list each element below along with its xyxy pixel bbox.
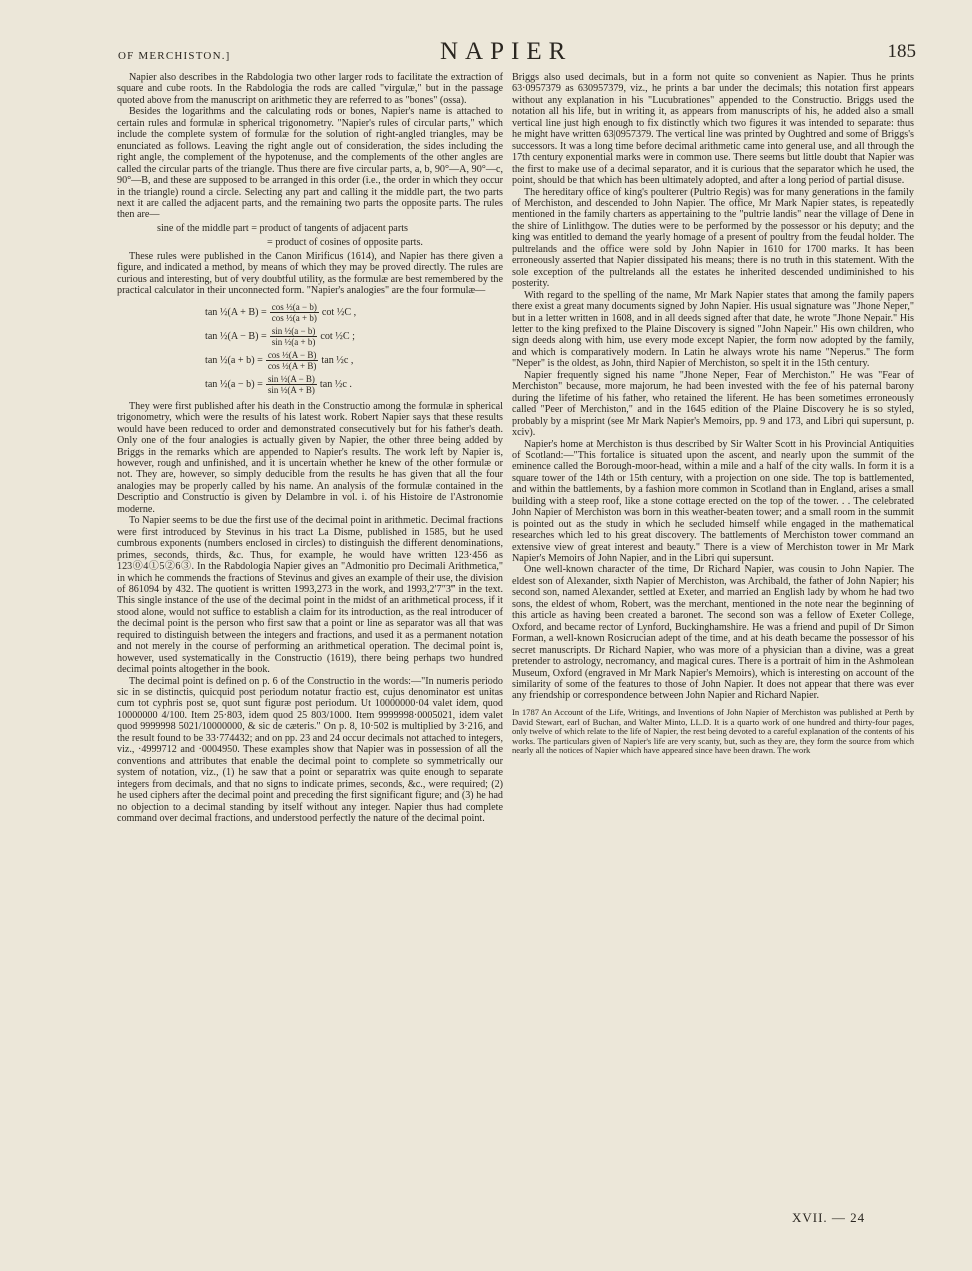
header-section: OF MERCHISTON.] bbox=[118, 50, 231, 62]
numerator: sin ½(A − B) bbox=[267, 374, 315, 385]
fraction bbox=[270, 302, 319, 323]
formula-lhs: tan ½(A + B) = bbox=[205, 306, 267, 318]
fraction bbox=[266, 374, 317, 395]
paragraph: The hereditary office of king's poulterer (Pultrio Regis) was for many generations in the family of Merchiston, and descended to John Napier. The office, Mr Mark Napier states, is repeatedly mentioned in the family charters as appertaining to the "pultrie landis" near the village of Dene in the shire of Linlithgow. The duties were to be performed by the possessor or his deputy; and the king was entitled to demand the yearly homage of a present of poultry from the feudal holder. The pultrelands and the office were sold by John Napier in 1610 for 1700 marks. It has been erroneously asserted that Napier dissipated his means; there is no truth in this statement. With the sole exception of the pultrelands all the estates he inherited descended undiminished to his posterity. bbox=[512, 186, 914, 290]
signature-mark: XVII. — 24 bbox=[792, 1210, 866, 1225]
formula-lhs: tan ½(A − B) = bbox=[205, 330, 267, 342]
napier-analogies bbox=[205, 301, 503, 397]
formula-row bbox=[205, 325, 503, 349]
right-column bbox=[512, 72, 914, 1222]
paragraph: They were first published after his death in the Constructio among the formulæ in spherical trigonometry, which were the results of his latest work. Robert Napier says that these results would have been reduced to order and demonstrated consecutively but for his father's death. Only one of the four analogies is actually given by Napier, the other three being added by Briggs in the remarks which are appended to Napier's results. The work left by Napier is, however, rough and unfinished, and it is uncertain whether he knew of the other formulæ or not. They are, however, so simply deducible from the results he has given that all the four analogies may be properly called by his name. An analysis of the formulæ contained in the Descriptio and Constructio is given by Delambre in vol. i. of his Histoire de l'Astronomie moderne. bbox=[117, 400, 503, 515]
paragraph: Besides the logarithms and the calculating rods or bones, Napier's name is attached to certain rules and formulæ in spherical trigonometry. "Napier's rules of circular parts," which include the complete system of formulæ for the solution of right-angled triangles, may be enunciated as follows. Leaving the right angle out of consideration, the sides including the right angle, the complement of the hypotenuse, and the complements of the other angles are called the circular parts of the triangle. Thus there are five circular parts, a, b, 90°—A, 90°—c, 90°—B, and these are supposed to be arranged in this order (i.e., the order in which they occur in the triangle) round a circle. Selecting any part and calling it the middle part, the two parts next it are called the adjacent parts, and the remaining two parts the opposite parts. The rules then are— bbox=[117, 106, 503, 221]
paragraph: One well-known character of the time, Dr Richard Napier, was cousin to John Napier. The eldest son of Alexander, sixth Napier of Merchiston, was Archibald, the father of John Napier; his second son, named Alexander, settled at Exeter, and married an English lady by whom he had two sons, the eldest of whom, Robert, was the merchant, mentioned in the note near the beginning of this article as having been created a baronet. The second son was a fellow of Exeter College, Oxford, and became rector of Lynford, Buckinghamshire. He was a friend and pupil of Dr Simon Forman, a well-known Rosicrucian adept of the time, and at his death became the possessor of his secret manuscripts. Dr Richard Napier, who was more of a physician than a divine, was a great pretender to astrology, necromancy, and magical cures. There is a portrait of him in the Ashmolean Museum, Oxford (engraved in Mr Mark Napier's Memoirs), which is interesting on account of the similarity of some of the features to those of John Napier. It does not appear that there was ever any friendship or correspondence between John Napier and Richard Napier. bbox=[512, 564, 914, 702]
formula-row bbox=[205, 349, 503, 373]
page-number: 185 bbox=[887, 41, 916, 62]
formula-row bbox=[205, 373, 503, 397]
rule-line: sine of the middle part = product of tangents of adjacent parts bbox=[157, 222, 409, 234]
running-header bbox=[0, 38, 972, 68]
paragraph: With regard to the spelling of the name, Mr Mark Napier states that among the family papers there exist a great many documents signed by John Napier. His usual signature was "Jhone Neper," but in a letter written in 1608, and in all deeds signed after that date, he wrote "Jhone Nepair." His letter to the king prefixed to the Plaine Discovery is signed "John Napeir." His own children, who sign deeds along with him, use every mode except Napier, the form now adopted by the family, and which is comparatively modern. In Latin he always wrote his name "Neperus." The form "Neper" is the oldest, as John, third Napier of Merchiston, so spelt it in the 15th century. bbox=[512, 289, 914, 370]
denominator: cos ½(A + B) bbox=[267, 361, 317, 372]
paragraph: To Napier seems to be due the first use of the decimal point in arithmetic. Decimal fractions were first introduced by Stevinus in his tract La Disme, published in 1585, but he used cumbrous exponents (numbers enclosed in circles) to distinguish the different denominations, primes, seconds, thirds, &c. Thus, for example, he would have written 123·456 as 123⓪4①5②6③. In the Rabdologia Napier gives an "Admonitio pro Decimali Arithmetica," in which he commends the fractions of Stevinus and gives an example of their use, the division of 861094 by 432. The quotient is written 1993,273 in the work, and 1993,2′7″3‴ in the text. This single instance of the use of the decimal point in the midst of an arithmetical process, if it stood alone, would not suffice to establish a claim for its introduction, as the real introducer of the decimal point is the person who first saw that a point or line as separator was all that was required to distinguish between the integers and fractions, and used it as a permanent notation and not merely in the course of performing an arithmetical operation. The decimal point is, however, used systematically in the Constructio (1619), there being perhaps two hundred decimal points altogether in the book. bbox=[117, 515, 503, 676]
paragraph: These rules were published in the Canon Mirificus (1614), and Napier has there given a figure, and indicated a method, by means of which they may be proved directly. The rules are curious and interesting, but of very doubtful utility, as the formulæ are best remembered by the practical calculator in their unconnected form. "Napier's analogies" are the four formulæ— bbox=[117, 250, 503, 297]
formula-rhs: tan ½c , bbox=[321, 354, 354, 366]
rule-line: = product of cosines of opposite parts. bbox=[267, 236, 423, 248]
left-column bbox=[117, 72, 503, 1222]
paragraph: Napier frequently signed his name "Jhone Neper, Fear of Merchiston." He was "Fear of Merchiston" because, more majorum, he had been invested with the fee of his paternal barony during the lifetime of his father, who retained the liferent. He has been sometimes erroneously called "Peer of Merchiston," and in the 1645 edition of the Plaine Discovery he is so styled, probably by a misprint (see Mr Mark Napier's Memoirs, pp. 9 and 173, and Libri qui supersunt, p. xciv). bbox=[512, 369, 914, 439]
numerator: cos ½(a − b) bbox=[271, 302, 317, 313]
denominator: cos ½(a + b) bbox=[271, 313, 317, 324]
formula-rhs: cot ½C , bbox=[321, 306, 357, 318]
denominator: sin ½(A + B) bbox=[267, 385, 315, 396]
formula-lhs: tan ½(a − b) = bbox=[205, 378, 263, 390]
formula-rhs: tan ½c . bbox=[319, 378, 352, 390]
numerator: cos ½(A − B) bbox=[267, 350, 317, 361]
paragraph: Briggs also used decimals, but in a form not quite so convenient as Napier. Thus he prints 63·0957379 as 630957379, viz., he prints a bar under the decimals; this notation first appears without any explanation in his "Lucubrationes" appended to the Constructio. Briggs used the notation all his life, but in writing it, as appears from manuscripts of his, he added also a small vertical line just high enough to fix distinctly which two figures it was intended to separate: thus he might have written 63|0957379. The vertical line was printed by Oughtred and some of Briggs's successors. It was a long time before decimal arithmetic came into general use, and all through the 17th century exponential marks were in common use. There seems but little doubt that Napier was the first to make use of a decimal separator, and it is curious that the separator which he used, the point, should be that which has been ultimately adopted, and after a long period of partial disuse. bbox=[512, 72, 914, 187]
fraction bbox=[266, 350, 319, 371]
formula-lhs: tan ½(a + b) = bbox=[205, 354, 263, 366]
formula-row bbox=[205, 301, 503, 325]
paragraph: Napier's home at Merchiston is thus described by Sir Walter Scott in his Provincial Antiquities of Scotland:—"This fortalice is situated upon the ascent, and nearly upon the summit of the eminence called the Borough-moor-head, within a mile and a half of the city walls. In form it is a square tower of the 14th or 15th century, with a projection on one side. The top is battlemented, and within the battlements, by a fashion more common in Scotland than in England, arises a small building with a steep roof, like a stone cottage erected on the top of the tower. . . The celebrated John Napier of Merchiston was born in this weather-beaten tower; and a small room in the summit is pointed out as the study in which he secluded himself while engaged in the mathematical researches which led to his great discovery. The battlements of Merchiston tower command an extensive view of great interest and beauty." There is a view of Merchiston tower in Mr Mark Napier's Memoirs of John Napier, and in the Libri qui supersunt. bbox=[512, 438, 914, 565]
header-title: NAPIER bbox=[440, 38, 573, 65]
formula-rhs: cot ½C ; bbox=[320, 330, 355, 342]
fraction bbox=[270, 326, 318, 347]
denominator: sin ½(a + b) bbox=[271, 337, 316, 348]
paragraph: Napier also describes in the Rabdologia two other larger rods to facilitate the extraction of square and cube roots. In the Rabdologia the rods are called "virgulæ," but in the passage quoted above from the manuscript on arithmetic they are referred to as "bones" (ossa). bbox=[117, 72, 503, 106]
footnote: In 1787 An Account of the Life, Writings, and Inventions of John Napier of Merchiston was published at Perth by David Stewart, earl of Buchan, and Walter Minto, LL.D. It is a quarto work of one hundred and thirty-four pages, only twelve of which relate to the life of Napier, the rest being devoted to a careful explanation of the contents of his works. The particulars given of Napier's life are very scanty, but, such as they are, they form the source from which nearly all the notices of Napier which have appeared since have been drawn. The work bbox=[512, 706, 914, 756]
paragraph: The decimal point is defined on p. 6 of the Constructio in the words:—"In numeris periodo sic in se distinctis, quicquid post periodum notatur fractio est, cujus denominator est unitas cum tot cyphris post se, quot sunt figuræ post periodum. Ut 10000000·04 valet idem, quod 10000000 4/100. Item 25·803, idem quod 25 803/1000. Item 9999998·0005021, idem valet quod 9999998 5021/10000000, & sic de cæteris." On p. 8, 10·502 is multiplied by 3·216, and the result found to be 33·774432; and on pp. 23 and 24 occur decimals not attached to integers, viz., ·4999712 and ·0004950. These examples show that Napier was in possession of all the conventions and attributes that enable the decimal point to complete so symmetrically our system of notation, viz., (1) he saw that a point or separatrix was quite enough to separate integers from decimals, and that no signs to indicate primes, seconds, &c., were required; (2) he used ciphers after the decimal point and preceding the first significant figure; and (3) he had no objection to a decimal standing by itself without any integer. Napier thus had complete command over decimal fractions, and understood perfectly the nature of the decimal point. bbox=[117, 675, 503, 825]
numerator: sin ½(a − b) bbox=[271, 326, 316, 337]
